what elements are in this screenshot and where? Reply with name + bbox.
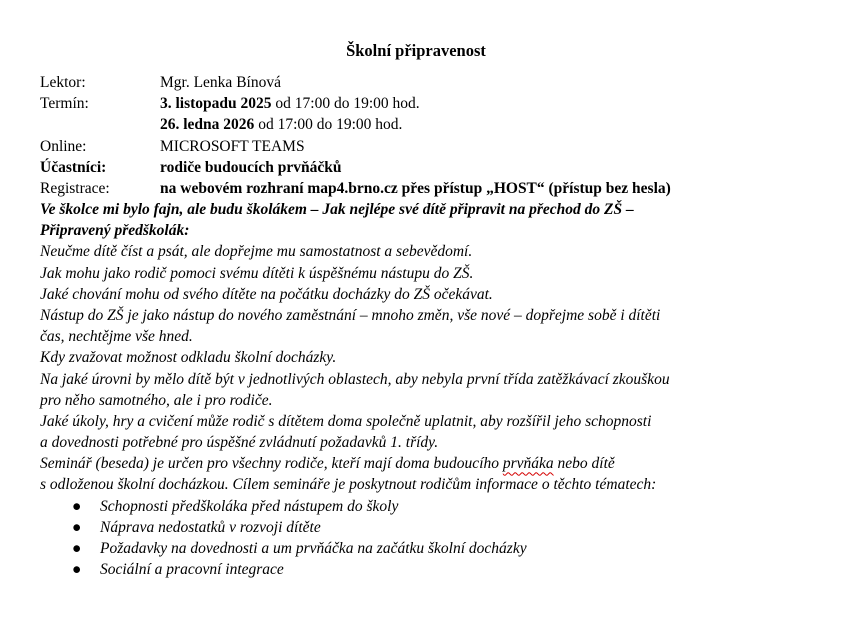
bullet-icon: ● [72, 497, 82, 515]
term-row-1 [40, 93, 830, 114]
term-label-spacer [40, 114, 160, 135]
online-value: MICROSOFT TEAMS [160, 137, 305, 155]
registration-value: na webovém rozhraní map4.brno.cz přes přístup „HOST“ (přístup bez hesla) [160, 179, 671, 197]
registration-row [40, 178, 830, 199]
term-1-time: od 17:00 do 19:00 hod. [271, 95, 420, 113]
list-item-text: Požadavky na dovednosti a um prvňáčka na začátku školní docházky [100, 540, 527, 557]
list-item [40, 496, 830, 517]
text-line: a dovednosti potřebné pro úspěšné zvládnutí požadavků 1. třídy. [40, 434, 439, 452]
document-title: Školní připravenost [346, 41, 486, 60]
lecturer-row [40, 72, 830, 93]
seminar-line-1 [40, 453, 830, 474]
list-item [40, 559, 830, 580]
bullet-icon: ● [72, 561, 82, 579]
bullet-icon: ● [72, 518, 82, 536]
description-block [40, 199, 830, 580]
text-line: Jaké chování mohu od svého dítěte na počátku docházky do ZŠ očekávat. [40, 285, 493, 303]
term-1-value [160, 93, 830, 114]
text-line: Na jaké úrovni by mělo dítě být v jednotlivých oblastech, aby nebyla první třída zatěžkávací zkouškou [40, 370, 670, 388]
list-item [40, 517, 830, 538]
lecturer-value: Mgr. Lenka Bínová [160, 74, 281, 91]
seminar-text-a: Seminář (beseda) je určen pro všechny rodiče, kteří mají doma budoucího [40, 455, 503, 473]
registration-label: Registrace: [40, 179, 110, 197]
term-2-value [160, 114, 830, 135]
lecturer-label: Lektor: [40, 74, 86, 91]
online-row [40, 136, 830, 157]
seminar-text-c: nebo dítě [553, 455, 615, 473]
text-line: čas, nechtějme vše hned. [40, 328, 193, 346]
term-1-date: 3. listopadu 2025 [160, 95, 272, 113]
term-label: Termín: [40, 95, 89, 113]
seminar-line-2: s odloženou školní docházkou. Cílem semináře je poskytnout rodičům informace o těchto tématech: [40, 476, 657, 494]
text-line: Jaké úkoly, hry a cvičení může rodič s dítětem doma společně uplatnit, aby rozšířil jeho schopnosti [40, 412, 652, 430]
text-line: Neučme dítě číst a psát, ale dopřejme mu samostatnost a sebevědomí. [40, 243, 473, 261]
spellcheck-word: prvňáka [502, 455, 554, 473]
online-label: Online: [40, 137, 87, 155]
participants-row [40, 157, 830, 178]
topic-list [40, 496, 830, 581]
text-line: Jak mohu jako rodič pomoci svému dítěti k úspěšnému nástupu do ZŠ. [40, 264, 474, 282]
info-block [40, 72, 830, 199]
text-line: Kdy zvažovat možnost odkladu školní docházky. [40, 349, 337, 367]
term-row-2 [40, 114, 830, 135]
list-item-text: Náprava nedostatků v rozvoji dítěte [100, 518, 321, 536]
term-2-date: 26. ledna 2026 [160, 116, 255, 134]
text-line: Nástup do ZŠ je jako nástup do nového zaměstnání – mnoho změn, vše nové – dopřejme sobě i dítěti [40, 306, 661, 324]
bullet-icon: ● [72, 540, 82, 557]
list-item [40, 538, 830, 559]
term-2-time: od 17:00 do 19:00 hod. [254, 116, 403, 134]
participants-value: rodiče budoucích prvňáčků [160, 158, 342, 176]
participants-label: Účastníci: [40, 158, 107, 176]
list-item-text: Schopnosti předškoláka před nástupem do školy [100, 497, 399, 515]
list-item-text: Sociální a pracovní integrace [100, 561, 284, 579]
text-line: pro něho samotného, ale i pro rodiče. [40, 391, 273, 409]
topic-heading-line-1: Ve školce mi bylo fajn, ale budu školákem – Jak nejlépe své dítě připravit na přechod do ZŠ – [40, 201, 634, 218]
topic-heading-line-2: Připravený předškolák: [40, 222, 190, 240]
